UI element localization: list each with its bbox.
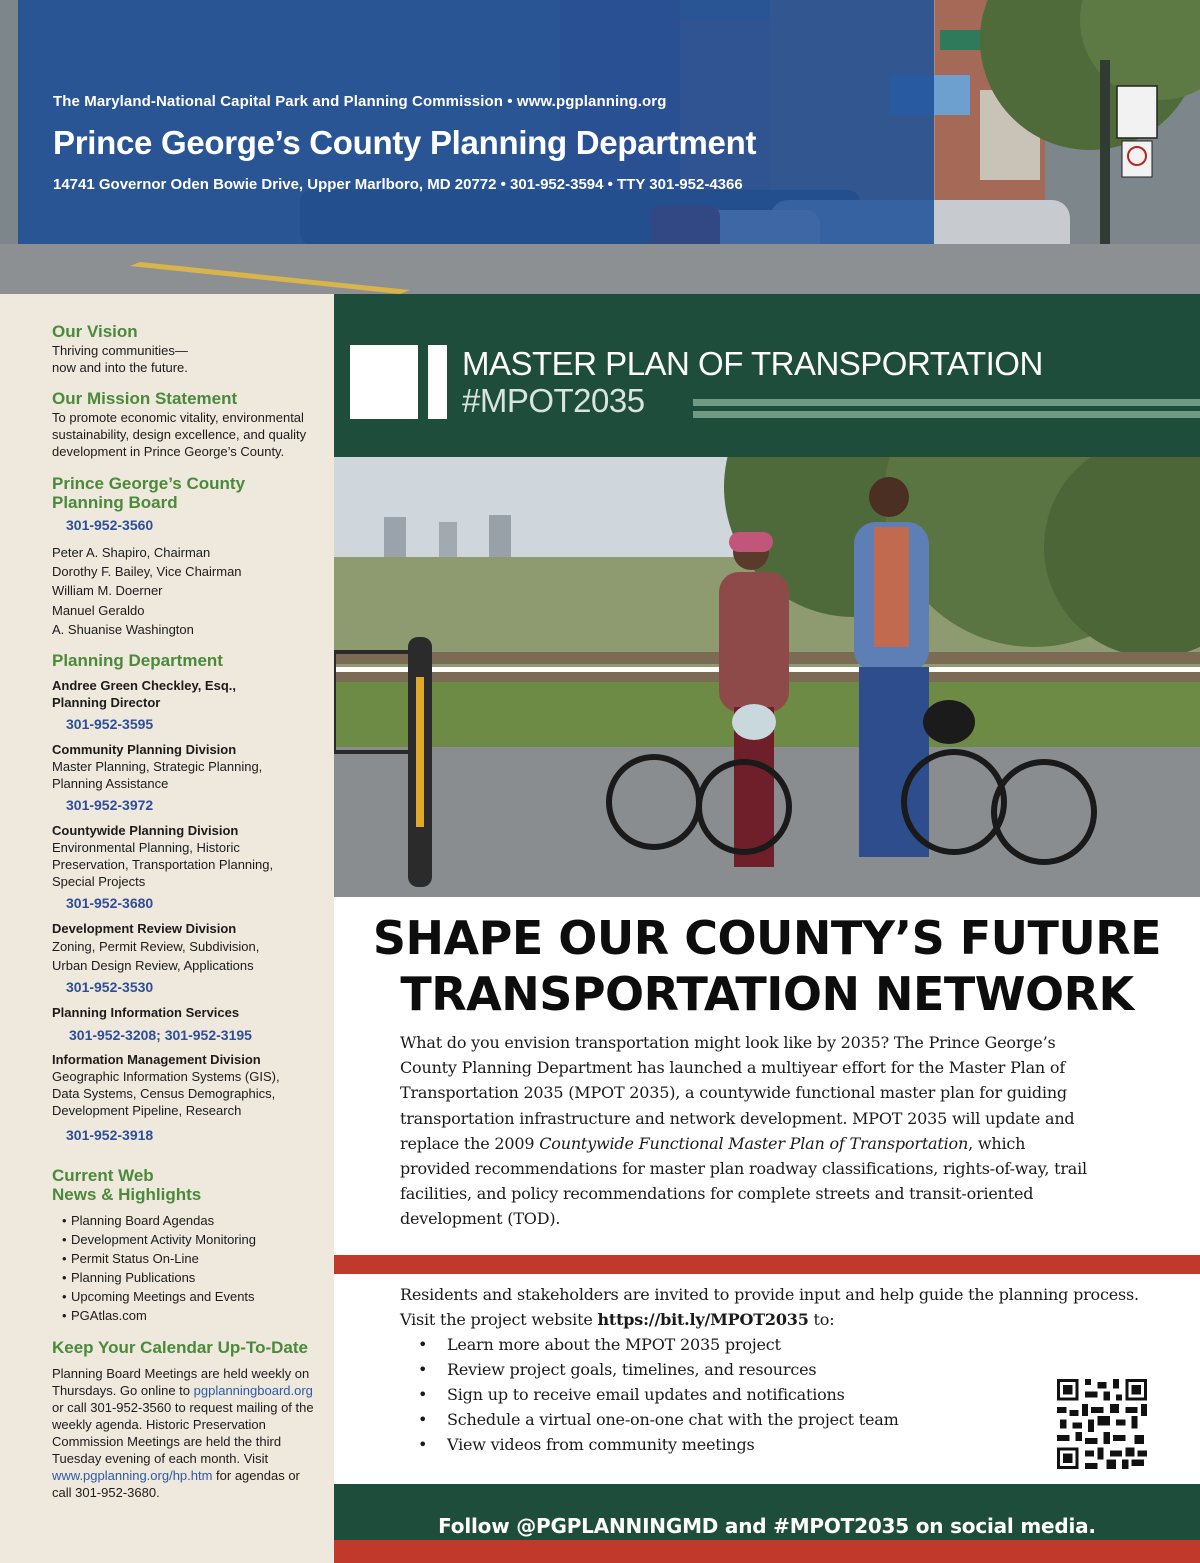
mission-text: To promote economic vitality, environmental sustainability, design excellence, and quality development in Prince George’s County. bbox=[52, 410, 307, 459]
director-title: Planning Director bbox=[52, 695, 161, 710]
board-phone: 301-952-3560 bbox=[66, 517, 154, 533]
logo-square-icon bbox=[350, 345, 418, 419]
board-member: William M. Doerner bbox=[52, 583, 163, 599]
news-item[interactable]: • Development Activity Monitoring bbox=[57, 1230, 327, 1249]
calendar-text bbox=[52, 1365, 322, 1501]
qr-code-icon[interactable] bbox=[1057, 1379, 1147, 1469]
division-name: Community Planning Division bbox=[52, 742, 237, 757]
action-item: • View videos from community meetings bbox=[418, 1432, 899, 1457]
calendar-heading: Keep Your Calendar Up-To-Date bbox=[52, 1338, 308, 1357]
action-list bbox=[418, 1332, 899, 1457]
department-title: Prince George’s County Planning Department bbox=[53, 124, 757, 161]
plan-title-italic: Countywide Functional Master Plan of Transportation bbox=[539, 1133, 969, 1153]
division-name: Information Management Division bbox=[52, 1052, 261, 1067]
department-address: 14741 Governor Oden Bowie Drive, Upper Marlboro, MD 20772 • 301-952-3594 • TTY 301-952-4366 bbox=[53, 176, 743, 193]
action-item: • Sign up to receive email updates and notifications bbox=[418, 1382, 899, 1407]
cyclists-photo bbox=[334, 457, 1200, 897]
news-heading-line-1: Current Web bbox=[52, 1166, 154, 1185]
board-member: Peter A. Shapiro, Chairman bbox=[52, 545, 211, 560]
news-item[interactable]: • Planning Publications bbox=[57, 1268, 327, 1287]
planning-info-phone: 301-952-3208; 301-952-3195 bbox=[69, 1027, 252, 1043]
news-heading-line-2: News & Highlights bbox=[52, 1185, 202, 1204]
board-member: Dorothy F. Bailey, Vice Chairman bbox=[52, 564, 242, 580]
division-desc: Geographic Information Systems (GIS), Data Systems, Census Demographics, Development Pipeline, Research bbox=[52, 1069, 280, 1118]
board-heading-line-1: Prince George’s County bbox=[52, 474, 246, 493]
main-headline bbox=[334, 910, 1200, 1022]
header-photo bbox=[0, 0, 1200, 294]
intro-text-2: , which provided recommendations for master plan roadway classifications, rights-of-way, trail facilities, and policy recommendations for complete streets and transit-oriented development (TOD). bbox=[400, 1133, 1087, 1229]
logo-bar-icon bbox=[428, 345, 447, 419]
action-item: • Schedule a virtual one-on-one chat with the project team bbox=[418, 1407, 899, 1432]
board-heading bbox=[52, 474, 322, 512]
vision-line-1: Thriving communities— bbox=[52, 343, 188, 358]
director-block bbox=[52, 677, 322, 711]
director-name: Andree Green Checkley, Esq., bbox=[52, 678, 236, 693]
cyclists-image bbox=[334, 457, 1200, 897]
calendar-text-2: or call 301-952-3560 to request mailing of the weekly agenda. Historic Preservation Commission Meetings are held the third Tuesday evening of each month. Visit bbox=[52, 1400, 314, 1466]
project-website-link[interactable]: https://bit.ly/MPOT2035 bbox=[597, 1310, 809, 1329]
calendar-text-3: for agendas or call 301-952-3680. bbox=[52, 1468, 300, 1500]
header-blue-panel bbox=[18, 0, 934, 244]
historic-preservation-link[interactable]: www.pgplanning.org/hp.htm bbox=[52, 1468, 213, 1483]
invite-paragraph bbox=[400, 1282, 1140, 1332]
invite-text-2: to: bbox=[808, 1310, 835, 1329]
news-item[interactable]: • Planning Board Agendas bbox=[57, 1211, 327, 1230]
planning-info-block bbox=[52, 1004, 322, 1021]
mission-heading: Our Mission Statement bbox=[52, 389, 238, 408]
intro-paragraph bbox=[400, 1030, 1090, 1232]
commission-line: The Maryland-National Capital Park and Planning Commission • www.pgplanning.org bbox=[53, 93, 667, 110]
division-name: Planning Information Services bbox=[52, 1005, 240, 1020]
board-member: Manuel Geraldo bbox=[52, 602, 145, 618]
headline-line-1: SHAPE OUR COUNTY’S FUTURE bbox=[372, 911, 1162, 965]
footer-red-band bbox=[334, 1540, 1200, 1563]
division-name: Countywide Planning Division bbox=[52, 823, 239, 838]
board-member: A. Shuanise Washington bbox=[52, 621, 194, 637]
action-item: • Review project goals, timelines, and resources bbox=[418, 1357, 899, 1382]
community-planning-phone: 301-952-3972 bbox=[66, 797, 154, 813]
action-item: • Learn more about the MPOT 2035 project bbox=[418, 1332, 899, 1357]
board-heading-line-2: Planning Board bbox=[52, 493, 178, 512]
director-phone: 301-952-3595 bbox=[66, 716, 154, 732]
banner-stripe bbox=[693, 411, 1200, 418]
division-desc: Zoning, Permit Review, Subdivision, Urban Design Review, Applications bbox=[52, 939, 260, 973]
planning-dept-heading: Planning Department bbox=[52, 651, 223, 670]
banner-stripe bbox=[693, 399, 1200, 406]
countywide-planning-block bbox=[52, 822, 322, 890]
division-desc: Master Planning, Strategic Planning, Planning Assistance bbox=[52, 759, 263, 791]
vision-heading: Our Vision bbox=[52, 322, 138, 341]
calendar-text-1: Planning Board Meetings are held weekly on Thursdays. Go online to bbox=[52, 1366, 310, 1398]
info-management-phone: 301-952-3918 bbox=[66, 1127, 154, 1143]
social-media-line: Follow @PGPLANNINGMD and #MPOT2035 on social media. bbox=[438, 1514, 1096, 1538]
news-item[interactable]: • PGAtlas.com bbox=[57, 1306, 327, 1325]
headline-line-2: TRANSPORTATION NETWORK bbox=[400, 967, 1134, 1021]
intro-text-1: What do you envision transportation might look like by 2035? The Prince George’s County Planning Department has launched a multiyear effort for the Master Plan of Transportation 2035 (MPOT 2035), a countywide functional master plan for guiding transportation infrastructure and network development. MPOT 2035 will update and replace the 2009 bbox=[400, 1033, 1075, 1153]
board-members bbox=[52, 543, 322, 639]
info-management-block bbox=[52, 1051, 322, 1119]
vision-line-2: now and into the future. bbox=[52, 360, 188, 375]
red-divider bbox=[334, 1255, 1200, 1274]
development-review-phone: 301-952-3530 bbox=[66, 979, 154, 995]
community-planning-block bbox=[52, 741, 322, 792]
development-review-block bbox=[52, 920, 322, 975]
banner-hashtag: #MPOT2035 bbox=[462, 382, 645, 419]
news-item[interactable]: • Upcoming Meetings and Events bbox=[57, 1287, 327, 1306]
invite-text-1: Residents and stakeholders are invited to provide input and help guide the planning process. Visit the project website bbox=[400, 1285, 1139, 1329]
news-item[interactable]: • Permit Status On-Line bbox=[57, 1249, 327, 1268]
division-name: Development Review Division bbox=[52, 921, 237, 936]
news-heading bbox=[52, 1166, 322, 1204]
planning-board-link[interactable]: pgplanningboard.org bbox=[193, 1383, 313, 1398]
division-desc: Environmental Planning, Historic Preservation, Transportation Planning, Special Projects bbox=[52, 840, 274, 889]
news-list bbox=[57, 1211, 327, 1325]
vision-text bbox=[52, 342, 322, 376]
banner-title: MASTER PLAN OF TRANSPORTATION bbox=[462, 345, 1043, 382]
countywide-planning-phone: 301-952-3680 bbox=[66, 895, 154, 911]
